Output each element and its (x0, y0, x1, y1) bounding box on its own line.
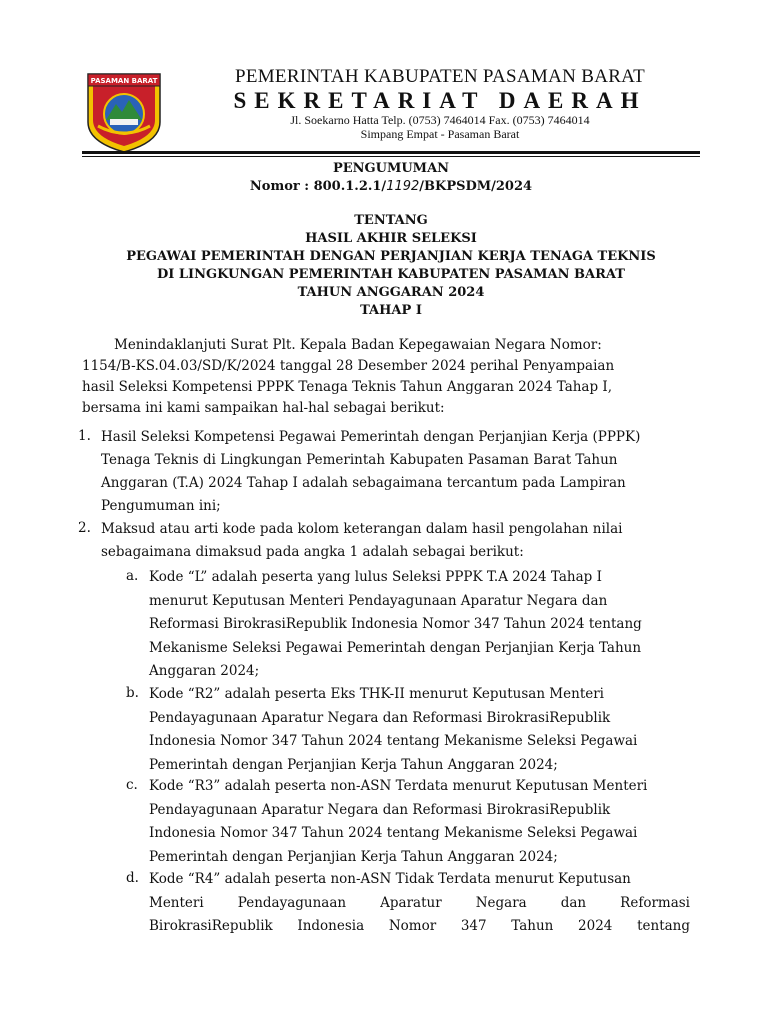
intro-line: bersama ini kami sampaikan hal-hal sebagai berikut: (82, 400, 445, 416)
sub-d-text (149, 868, 690, 939)
intro-paragraph (82, 335, 690, 419)
item-1-line: Hasil Seleksi Kompetensi Pegawai Pemerintah dengan Perjanjian Kerja (PPPK) (101, 429, 641, 445)
number-handwritten: 1192 (386, 179, 420, 194)
sub-a-text (149, 566, 690, 684)
subject-line-5: TAHAP I (360, 303, 422, 318)
sub-a-letter: a. (126, 568, 139, 584)
sub-c-line: Kode “R3” adalah peserta non-ASN Terdata menurut Keputusan Menteri (149, 778, 648, 794)
sub-d-letter: d. (126, 870, 139, 886)
sub-b-line: Pendayagunaan Aparatur Negara dan Reformasi BirokrasiRepublik (149, 709, 611, 726)
intro-line: 1154/B-KS.04.03/SD/K/2024 tanggal 28 Desember 2024 perihal Penyampaian (82, 358, 615, 374)
logo-text: PASAMAN BARAT (90, 77, 158, 85)
sub-a-line: Reformasi BirokrasiRepublik Indonesia Nomor 347 Tahun 2024 tentang (149, 616, 642, 632)
sub-c-text (149, 775, 690, 869)
heading-tentang: TENTANG (354, 213, 428, 228)
pasaman-barat-emblem (82, 70, 166, 154)
letterhead-divider-thin (82, 156, 700, 157)
intro-line: hasil Seleksi Kompetensi PPPK Tenaga Teknis Tahun Anggaran 2024 Tahap I, (82, 379, 613, 395)
sub-b-letter: b. (126, 685, 139, 701)
item-1-text (101, 426, 694, 518)
announcement-title: PENGUMUMAN (332, 161, 450, 176)
sub-b-line: Kode “R2” adalah peserta Eks THK-II menurut Keputusan Menteri (149, 686, 604, 702)
sub-c-line: Pemerintah dengan Perjanjian Kerja Tahun Anggaran 2024; (149, 848, 558, 865)
sub-c-line: Indonesia Nomor 347 Tahun 2024 tentang Mekanisme Seleksi Pegawai (149, 825, 638, 841)
number-prefix: Nomor : 800.1.2.1/ (249, 179, 387, 194)
sub-c-line: Pendayagunaan Aparatur Negara dan Reformasi BirokrasiRepublik (149, 801, 611, 818)
intro-line: Menindaklanjuti Surat Plt. Kepala Badan Kepegawaian Negara Nomor: (114, 337, 602, 353)
letterhead-government: PEMERINTAH KABUPATEN PASAMAN BARAT (234, 66, 646, 87)
sub-a-line: menurut Keputusan Menteri Pendayagunaan Aparatur Negara dan (149, 592, 608, 609)
item-2-text (101, 518, 694, 564)
letterhead-divider (82, 151, 700, 154)
sub-b-line: Pemerintah dengan Perjanjian Kerja Tahun Anggaran 2024; (149, 756, 558, 773)
item-1-line: Pengumuman ini; (101, 498, 221, 514)
sub-b-line: Indonesia Nomor 347 Tahun 2024 tentang Mekanisme Seleksi Pegawai (149, 733, 638, 749)
sub-a-line: Mekanisme Seleksi Pegawai Pemerintah dengan Perjanjian Kerja Tahun (149, 639, 642, 656)
sub-a-line: Anggaran 2024; (149, 663, 260, 679)
announcement-number (82, 179, 700, 194)
sub-b-text (149, 683, 690, 777)
sub-a-line: Kode “L” adalah peserta yang lulus Seleksi PPPK T.A 2024 Tahap I (149, 569, 602, 585)
subject-line-2: PEGAWAI PEMERINTAH DENGAN PERJANJIAN KERJA TENAGA TEKNIS (126, 249, 656, 264)
sub-d-line: Menteri Pendayagunaan Aparatur Negara dan Reformasi (149, 894, 690, 911)
sub-d-line: BirokrasiRepublik Indonesia Nomor 347 Tahun 2024 tentang (149, 918, 690, 934)
item-2-number: 2. (78, 520, 91, 536)
item-1-line: Anggaran (T.A) 2024 Tahap I adalah sebagaimana tercantum pada Lampiran (101, 475, 626, 491)
sub-d-line: Kode “R4” adalah peserta non-ASN Tidak Terdata menurut Keputusan (149, 871, 631, 887)
sub-c-letter: c. (126, 777, 138, 793)
number-suffix: /BKPSDM/2024 (419, 179, 533, 194)
letterhead-office: SEKRETARIAT DAERAH (233, 88, 647, 113)
item-2-line: sebagaimana dimaksud pada angka 1 adalah sebagai berikut: (101, 544, 524, 560)
subject-line-1: HASIL AKHIR SELEKSI (305, 231, 477, 246)
letterhead-address: Jl. Soekarno Hatta Telp. (0753) 7464014 Fax. (0753) 7464014 (290, 113, 590, 127)
letterhead-city: Simpang Empat - Pasaman Barat (360, 127, 520, 141)
item-1-line: Tenaga Teknis di Lingkungan Pemerintah Kabupaten Pasaman Barat Tahun (101, 452, 618, 468)
item-1-number: 1. (78, 428, 91, 444)
subject-line-4: TAHUN ANGGARAN 2024 (297, 285, 485, 300)
subject-line-3: DI LINGKUNGAN PEMERINTAH KABUPATEN PASAMAN BARAT (157, 267, 625, 282)
item-2-line: Maksud atau arti kode pada kolom keterangan dalam hasil pengolahan nilai (101, 521, 623, 537)
